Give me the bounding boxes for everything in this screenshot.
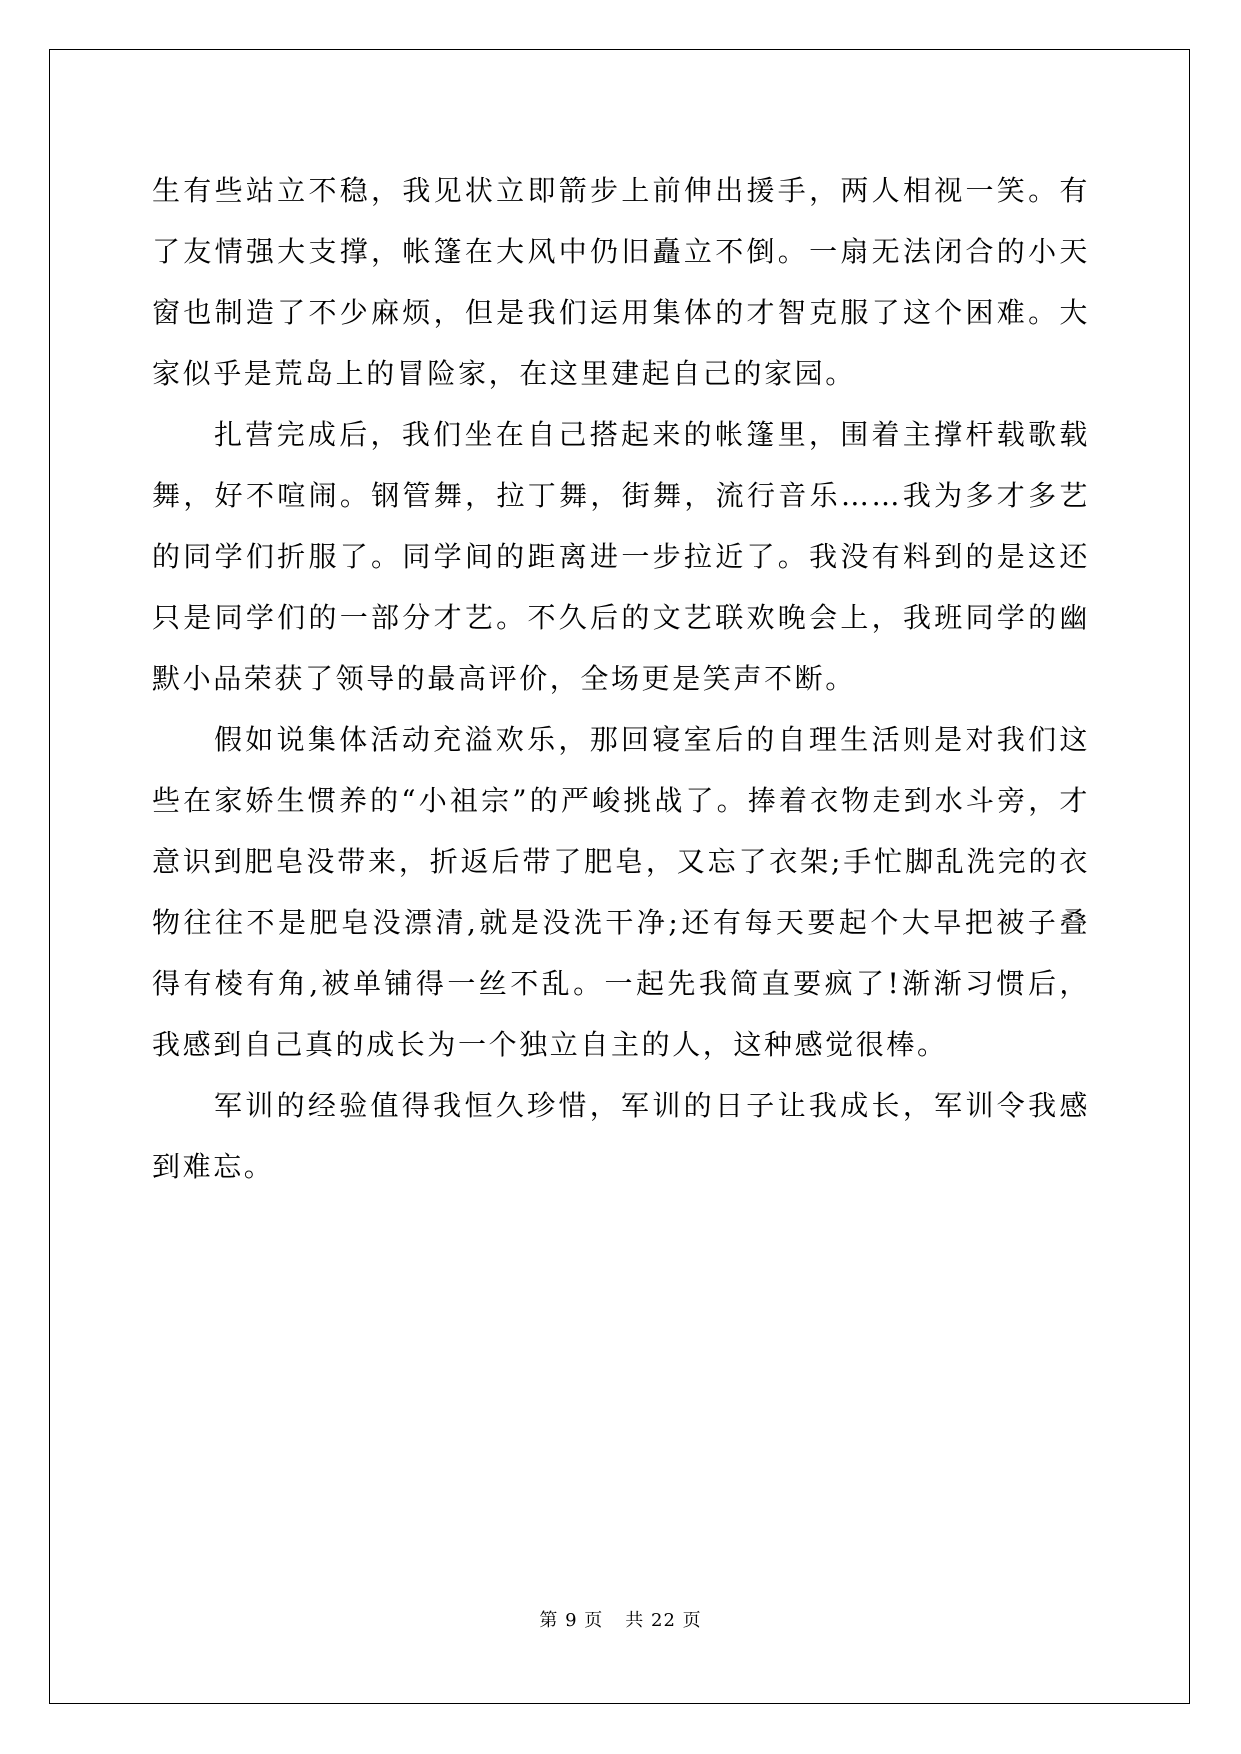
page-footer xyxy=(0,1606,1241,1632)
paragraph-4: 军训的经验值得我恒久珍惜，军训的日子让我成长，军训令我感到难忘。 xyxy=(152,1089,1090,1183)
document-body xyxy=(152,160,1090,1197)
page-number: 第 9 页 xyxy=(539,1610,604,1631)
paragraph-1: 生有些站立不稳，我见状立即箭步上前伸出援手，两人相视一笑。有了友情强大支撑，帐篷在大风中仍旧矗立不倒。一扇无法闭合的小天窗也制造了不少麻烦，但是我们运用集体的才智克服了这个困难。大家似乎是荒岛上的冒险家，在这里建起自己的家园。 xyxy=(152,174,1090,390)
page-total: 共 22 页 xyxy=(625,1610,702,1631)
paragraph-2: 扎营完成后，我们坐在自己搭起来的帐篷里，围着主撑杆载歌载舞，好不喧闹。钢管舞，拉丁舞，街舞，流行音乐……我为多才多艺的同学们折服了。同学间的距离进一步拉近了。我没有料到的是这还只是同学们的一部分才艺。不久后的文艺联欢晚会上，我班同学的幽默小品荣获了领导的最高评价，全场更是笑声不断。 xyxy=(152,418,1090,695)
paragraph-3: 假如说集体活动充溢欢乐，那回寝室后的自理生活则是对我们这些在家娇生惯养的“小祖宗”的严峻挑战了。捧着衣物走到水斗旁，才意识到肥皂没带来，折返后带了肥皂，又忘了衣架;手忙脚乱洗完的衣物往往不是肥皂没漂清,就是没洗干净;还有每天要起个大早把被子叠得有棱有角,被单铺得一丝不乱。一起先我简直要疯了!渐渐习惯后，我感到自己真的成长为一个独立自主的人，这种感觉很棒。 xyxy=(152,723,1090,1061)
